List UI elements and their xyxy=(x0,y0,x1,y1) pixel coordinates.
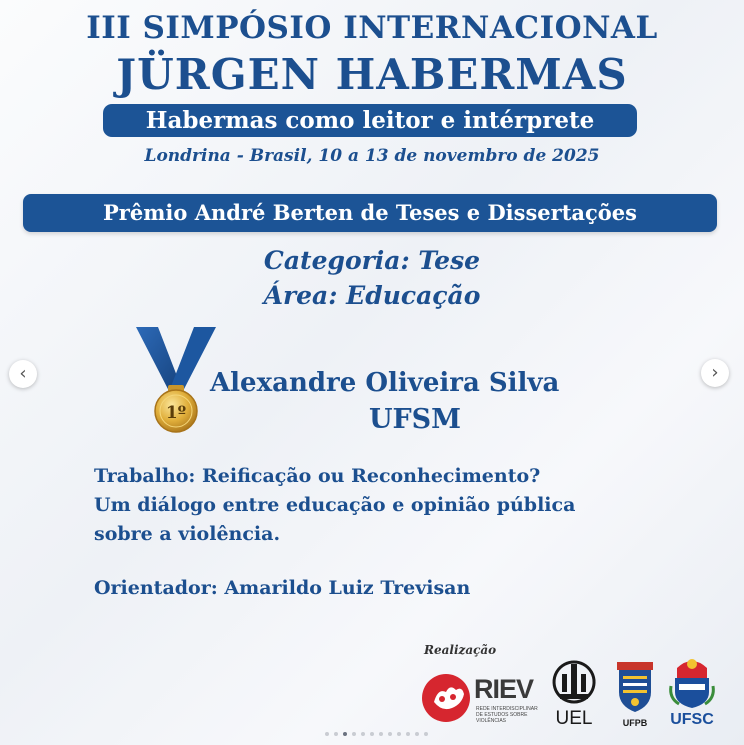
uel-logo xyxy=(548,660,600,732)
winner-name: Alexandre Oliveira Silva xyxy=(210,368,560,398)
carousel-dot[interactable] xyxy=(388,732,392,736)
carousel-next-button[interactable] xyxy=(701,359,729,387)
main-title: JÜRGEN HABERMAS xyxy=(116,50,628,99)
carousel-dot[interactable] xyxy=(370,732,374,736)
uel-text: UEL xyxy=(555,708,593,729)
carousel-dot[interactable] xyxy=(361,732,365,736)
award-area: Área: Educação xyxy=(263,281,481,310)
realizacao-label: Realização xyxy=(424,643,497,657)
subtitle-banner: Habermas como leitor e intérprete xyxy=(103,104,637,137)
award-category: Categoria: Tese xyxy=(263,246,481,275)
work-line-2: Um diálogo entre educação e opinião pública xyxy=(94,494,576,516)
work-title-block xyxy=(94,462,694,549)
carousel-prev-button[interactable] xyxy=(9,360,37,388)
winner-institution: UFSM xyxy=(368,404,462,435)
carousel-dot[interactable] xyxy=(334,732,338,736)
carousel-dot[interactable] xyxy=(424,732,428,736)
carousel-dot[interactable] xyxy=(343,732,347,736)
medal-label: 1º xyxy=(165,403,187,423)
carousel-dots[interactable] xyxy=(322,721,430,740)
carousel-dot[interactable] xyxy=(352,732,356,736)
work-line-1: Trabalho: Reificação ou Reconhecimento? xyxy=(94,465,541,487)
carousel-dot[interactable] xyxy=(397,732,401,736)
riev-text: RIEV xyxy=(474,674,534,704)
award-banner: Prêmio André Berten de Teses e Dissertações xyxy=(23,194,717,232)
carousel-dot[interactable] xyxy=(406,732,410,736)
riev-sub-2: DE ESTUDOS SOBRE xyxy=(476,712,528,718)
riev-logo xyxy=(420,670,540,730)
ufpb-text: UFPB xyxy=(622,718,648,728)
ufpb-logo xyxy=(612,660,658,732)
advisor: Orientador: Amarildo Luiz Trevisan xyxy=(94,577,471,599)
location-date: Londrina - Brasil, 10 a 13 de novembro de 2025 xyxy=(144,146,600,166)
carousel-dot[interactable] xyxy=(379,732,383,736)
edition-title: III SIMPÓSIO INTERNACIONAL xyxy=(86,10,658,46)
ufsc-text: UFSC xyxy=(670,711,714,728)
uel-emblem-icon xyxy=(552,660,596,706)
gold-medal-icon xyxy=(130,325,222,437)
ufpb-crest-icon xyxy=(613,660,657,716)
work-line-3: sobre a violência. xyxy=(94,523,281,545)
ufsc-logo xyxy=(662,656,722,732)
riev-subtitle xyxy=(476,706,538,724)
chevron-left-icon: ‹ xyxy=(19,363,27,384)
chevron-right-icon: › xyxy=(711,362,719,383)
riev-hand-icon xyxy=(420,672,476,724)
riev-sub-1: REDE INTERDISCIPLINAR xyxy=(476,706,538,712)
carousel-dot[interactable] xyxy=(325,732,329,736)
carousel-dot[interactable] xyxy=(415,732,419,736)
ufsc-crest-icon xyxy=(667,656,717,710)
riev-sub-3: VIOLÊNCIAS xyxy=(476,718,507,724)
